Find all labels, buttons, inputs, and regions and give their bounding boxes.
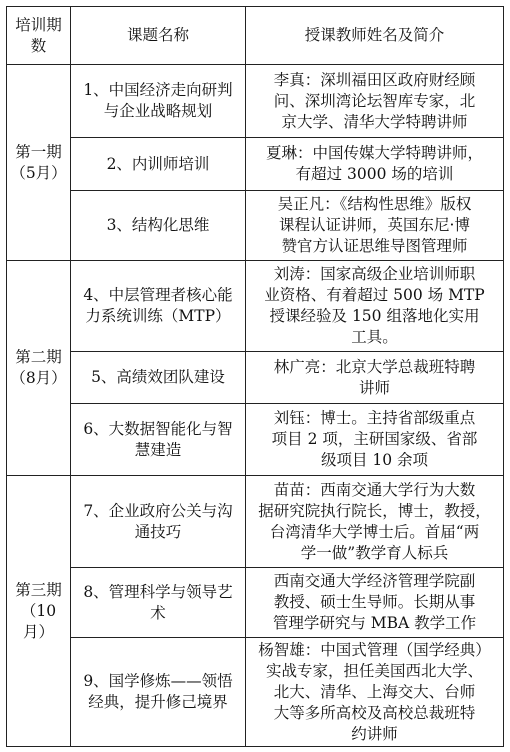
teacher-line: 问、深圳湾论坛智库专家，北 <box>273 91 476 110</box>
teacher-line: 实战专家，担任美国西北大学、 <box>265 661 483 680</box>
teacher-line: 台湾清华大学博士后。首届“两 <box>269 522 480 541</box>
teacher-cell <box>246 261 504 352</box>
teacher-cell <box>246 638 504 747</box>
topic-cell <box>71 352 246 404</box>
topic-cell <box>71 65 246 138</box>
topic-cell <box>71 404 246 476</box>
teacher-line: 工具。 <box>351 328 398 346</box>
teacher-line: 北大、清华、上海交大、台师 <box>273 682 476 701</box>
table-row <box>7 352 504 404</box>
teacher-line: 赞官方认证思维导图管理师 <box>281 237 468 255</box>
topic-line: 通技巧 <box>134 522 182 541</box>
topic-line: 3、结构化思维 <box>106 216 210 234</box>
teacher-line: 苗苗：西南交通大学行为大数 <box>273 480 476 499</box>
period-cell <box>7 261 71 476</box>
table-row <box>7 138 504 191</box>
topic-line: 力系统训练（MTP） <box>85 307 231 325</box>
teacher-line: 杨智雄：中国式管理（国学经典） <box>258 640 491 659</box>
teacher-cell <box>246 138 504 191</box>
teacher-line: 管理学研究与 MBA 教学工作 <box>272 614 477 632</box>
teacher-line: 吴正凡：《结构性思维》版权 <box>277 195 472 213</box>
period-label: 第一期 <box>15 142 62 161</box>
topic-cell <box>71 638 246 747</box>
period-cell <box>7 65 71 261</box>
period-cell <box>7 476 71 747</box>
period-months: （8月） <box>10 369 67 387</box>
table-row <box>7 476 504 568</box>
topic-line: 与企业战略规划 <box>103 102 213 120</box>
teacher-line: 京大学、清华大学特聘讲师 <box>281 112 468 131</box>
teacher-cell <box>246 352 504 404</box>
header-period <box>7 7 71 65</box>
teacher-line: 刘涛：国家高级企业培训师职 <box>273 265 476 283</box>
topic-line: 4、中层管理者核心能 <box>83 286 233 304</box>
training-schedule-table <box>6 6 504 747</box>
header-period-line: 数 <box>30 36 47 55</box>
table-row <box>7 568 504 638</box>
topic-line: 7、企业政府公关与沟 <box>83 501 233 520</box>
teacher-line: 业资格、有着超过 500 场 MTP <box>264 286 485 304</box>
teacher-line: 李真：深圳福田区政府财经顾 <box>273 70 476 89</box>
topic-line: 9、国学修炼——领悟 <box>83 672 233 690</box>
teacher-line: 讲师 <box>358 378 390 397</box>
teacher-line: 林广亮：北京大学总裁班特聘 <box>273 357 476 376</box>
teacher-line: 教授、硕士生导师。长期从事 <box>273 593 476 611</box>
header-teacher: 授课教师姓名及简介 <box>246 7 504 65</box>
topic-cell <box>71 476 246 568</box>
teacher-line: 项目 2 项，主研国家级、省部 <box>271 430 478 448</box>
teacher-cell <box>246 191 504 261</box>
topic-cell <box>71 191 246 261</box>
table-row <box>7 65 504 138</box>
teacher-line: 夏琳：中国传媒大学特聘讲师， <box>265 144 483 162</box>
topic-line: 慧建造 <box>134 440 182 459</box>
period-months: （5月） <box>10 163 67 182</box>
teacher-cell <box>246 404 504 476</box>
period-months: （10月） <box>20 601 57 641</box>
teacher-line: 刘钰：博士。主持省部级重点 <box>273 409 476 427</box>
header-row <box>7 7 504 65</box>
teacher-line: 级项目 10 余项 <box>320 451 429 469</box>
teacher-line: 西南交通大学经济管理学院副 <box>273 572 476 590</box>
teacher-line: 课程认证讲师，英国东尼·博 <box>279 216 470 234</box>
topic-line: 8、管理科学与领导艺 <box>83 582 233 601</box>
table-row <box>7 638 504 747</box>
teacher-cell <box>246 476 504 568</box>
teacher-cell <box>246 568 504 638</box>
period-label: 第三期 <box>15 580 62 599</box>
header-topic: 课题名称 <box>71 7 246 65</box>
teacher-line: 有超过 3000 场的培训 <box>295 165 454 183</box>
table-row <box>7 261 504 352</box>
teacher-line: 授课经验及 150 组落地化实用 <box>269 307 480 325</box>
table-row <box>7 404 504 476</box>
topic-cell <box>71 138 246 191</box>
teacher-line: 据研究院执行院长，博士，教授， <box>258 501 491 520</box>
teacher-line: 约讲师 <box>351 724 398 743</box>
topic-line: 6、大数据智能化与智 <box>83 419 233 438</box>
topic-line: 5、高绩效团队建设 <box>91 368 225 386</box>
teacher-line: 学一做”教学育人标兵 <box>300 543 449 562</box>
period-label: 第二期 <box>15 348 62 366</box>
topic-line: 2、内训师培训 <box>106 154 210 173</box>
teacher-line: 大等多所高校及高校总裁班特 <box>273 703 476 722</box>
topic-line: 1、中国经济走向研判 <box>83 81 233 99</box>
teacher-cell <box>246 65 504 138</box>
topic-cell <box>71 261 246 352</box>
topic-line: 经典，提升修己境界 <box>88 693 228 711</box>
topic-cell <box>71 568 246 638</box>
table-row <box>7 191 504 261</box>
topic-line: 术 <box>150 603 166 622</box>
header-period-line: 培训期 <box>15 15 62 34</box>
